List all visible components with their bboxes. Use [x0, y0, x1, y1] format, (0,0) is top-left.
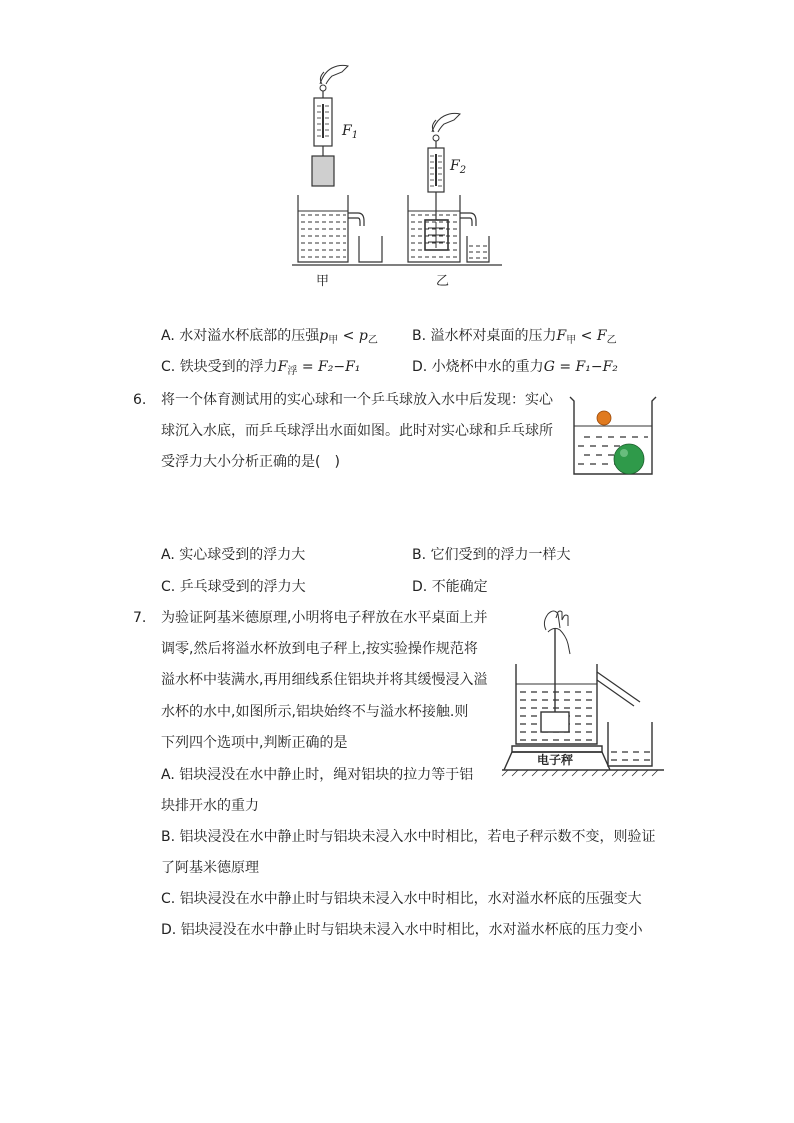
q5-option-d[interactable]: D. 小烧杯中水的重力G = F₁−F₂ [412, 359, 618, 375]
q6-option-c[interactable]: C. 乒乓球受到的浮力大 [161, 579, 306, 595]
q7-option-b-line1[interactable]: B. 铝块浸没在水中静止时与铝块未浸入水中时相比，若电子秤示数不变，则验证 [161, 829, 656, 845]
q6-stem-line2: 球沉入水底，而乒乓球浮出水面如图。此时对实心球和乒乓球所 [161, 423, 553, 439]
q5-option-c[interactable]: C. 铁块受到的浮力$F_浮 = F_2-F_1$ [161, 359, 361, 377]
caption-yi: 乙 [436, 274, 450, 289]
q7-option-d[interactable]: D. 铝块浸没在水中静止时与铝块未浸入水中时相比，水对溢水杯底的压力变小 [161, 922, 643, 938]
q7-option-a-line2: 块排开水的重力 [161, 798, 259, 814]
q7-option-a-line1[interactable]: A. 铝块浸没在水中静止时，绳对铝块的拉力等于铝 [161, 767, 474, 783]
q7-stem-line2: 调零,然后将溢水杯放到电子秤上,按实验操作规范将 [161, 641, 478, 657]
q6-number: 6. [133, 392, 147, 408]
q6-option-b[interactable]: B. 它们受到的浮力一样大 [412, 547, 571, 563]
caption-jia: 甲 [316, 274, 330, 289]
q5-option-b[interactable]: B. 溢水杯对桌面的压力$F_甲 < F_乙$ [412, 328, 617, 346]
solid-ball [614, 444, 644, 474]
scale-label: 电子秤 [537, 753, 574, 767]
q7-option-c[interactable]: C. 铝块浸没在水中静止时与铝块未浸入水中时相比，水对溢水杯底的压强变大 [161, 891, 642, 907]
q7-option-b-line2: 了阿基米德原理 [161, 860, 259, 876]
q7-stem-line5: 下列四个选项中,判断正确的是 [161, 735, 348, 751]
q7-stem-line1: 为验证阿基米德原理,小明将电子秤放在水平桌面上并 [161, 610, 488, 626]
f2-label: $F_2$ [450, 158, 467, 176]
q5-figure [0, 0, 794, 300]
q7-stem-line4: 水杯的水中,如图所示,铝块始终不与溢水杯接触.则 [161, 704, 469, 720]
q6-option-d[interactable]: D. 不能确定 [412, 579, 488, 595]
q5-option-a[interactable]: A. 水对溢水杯底部的压强$p_甲 < p_乙$ [161, 328, 378, 346]
q6-option-a[interactable]: A. 实心球受到的浮力大 [161, 547, 306, 563]
q6-stem-line1: 将一个体育测试用的实心球和一个乒乓球放入水中后发现：实心 [161, 392, 553, 408]
q7-number: 7. [133, 610, 147, 626]
pingpong-ball [597, 411, 611, 425]
f1-label: $F_1$ [342, 123, 359, 141]
q7-stem-line3: 溢水杯中装满水,再用细线系住铝块并将其缓慢浸入溢 [161, 672, 488, 688]
q6-stem-line3: 受浮力大小分析正确的是( ) [161, 454, 340, 470]
